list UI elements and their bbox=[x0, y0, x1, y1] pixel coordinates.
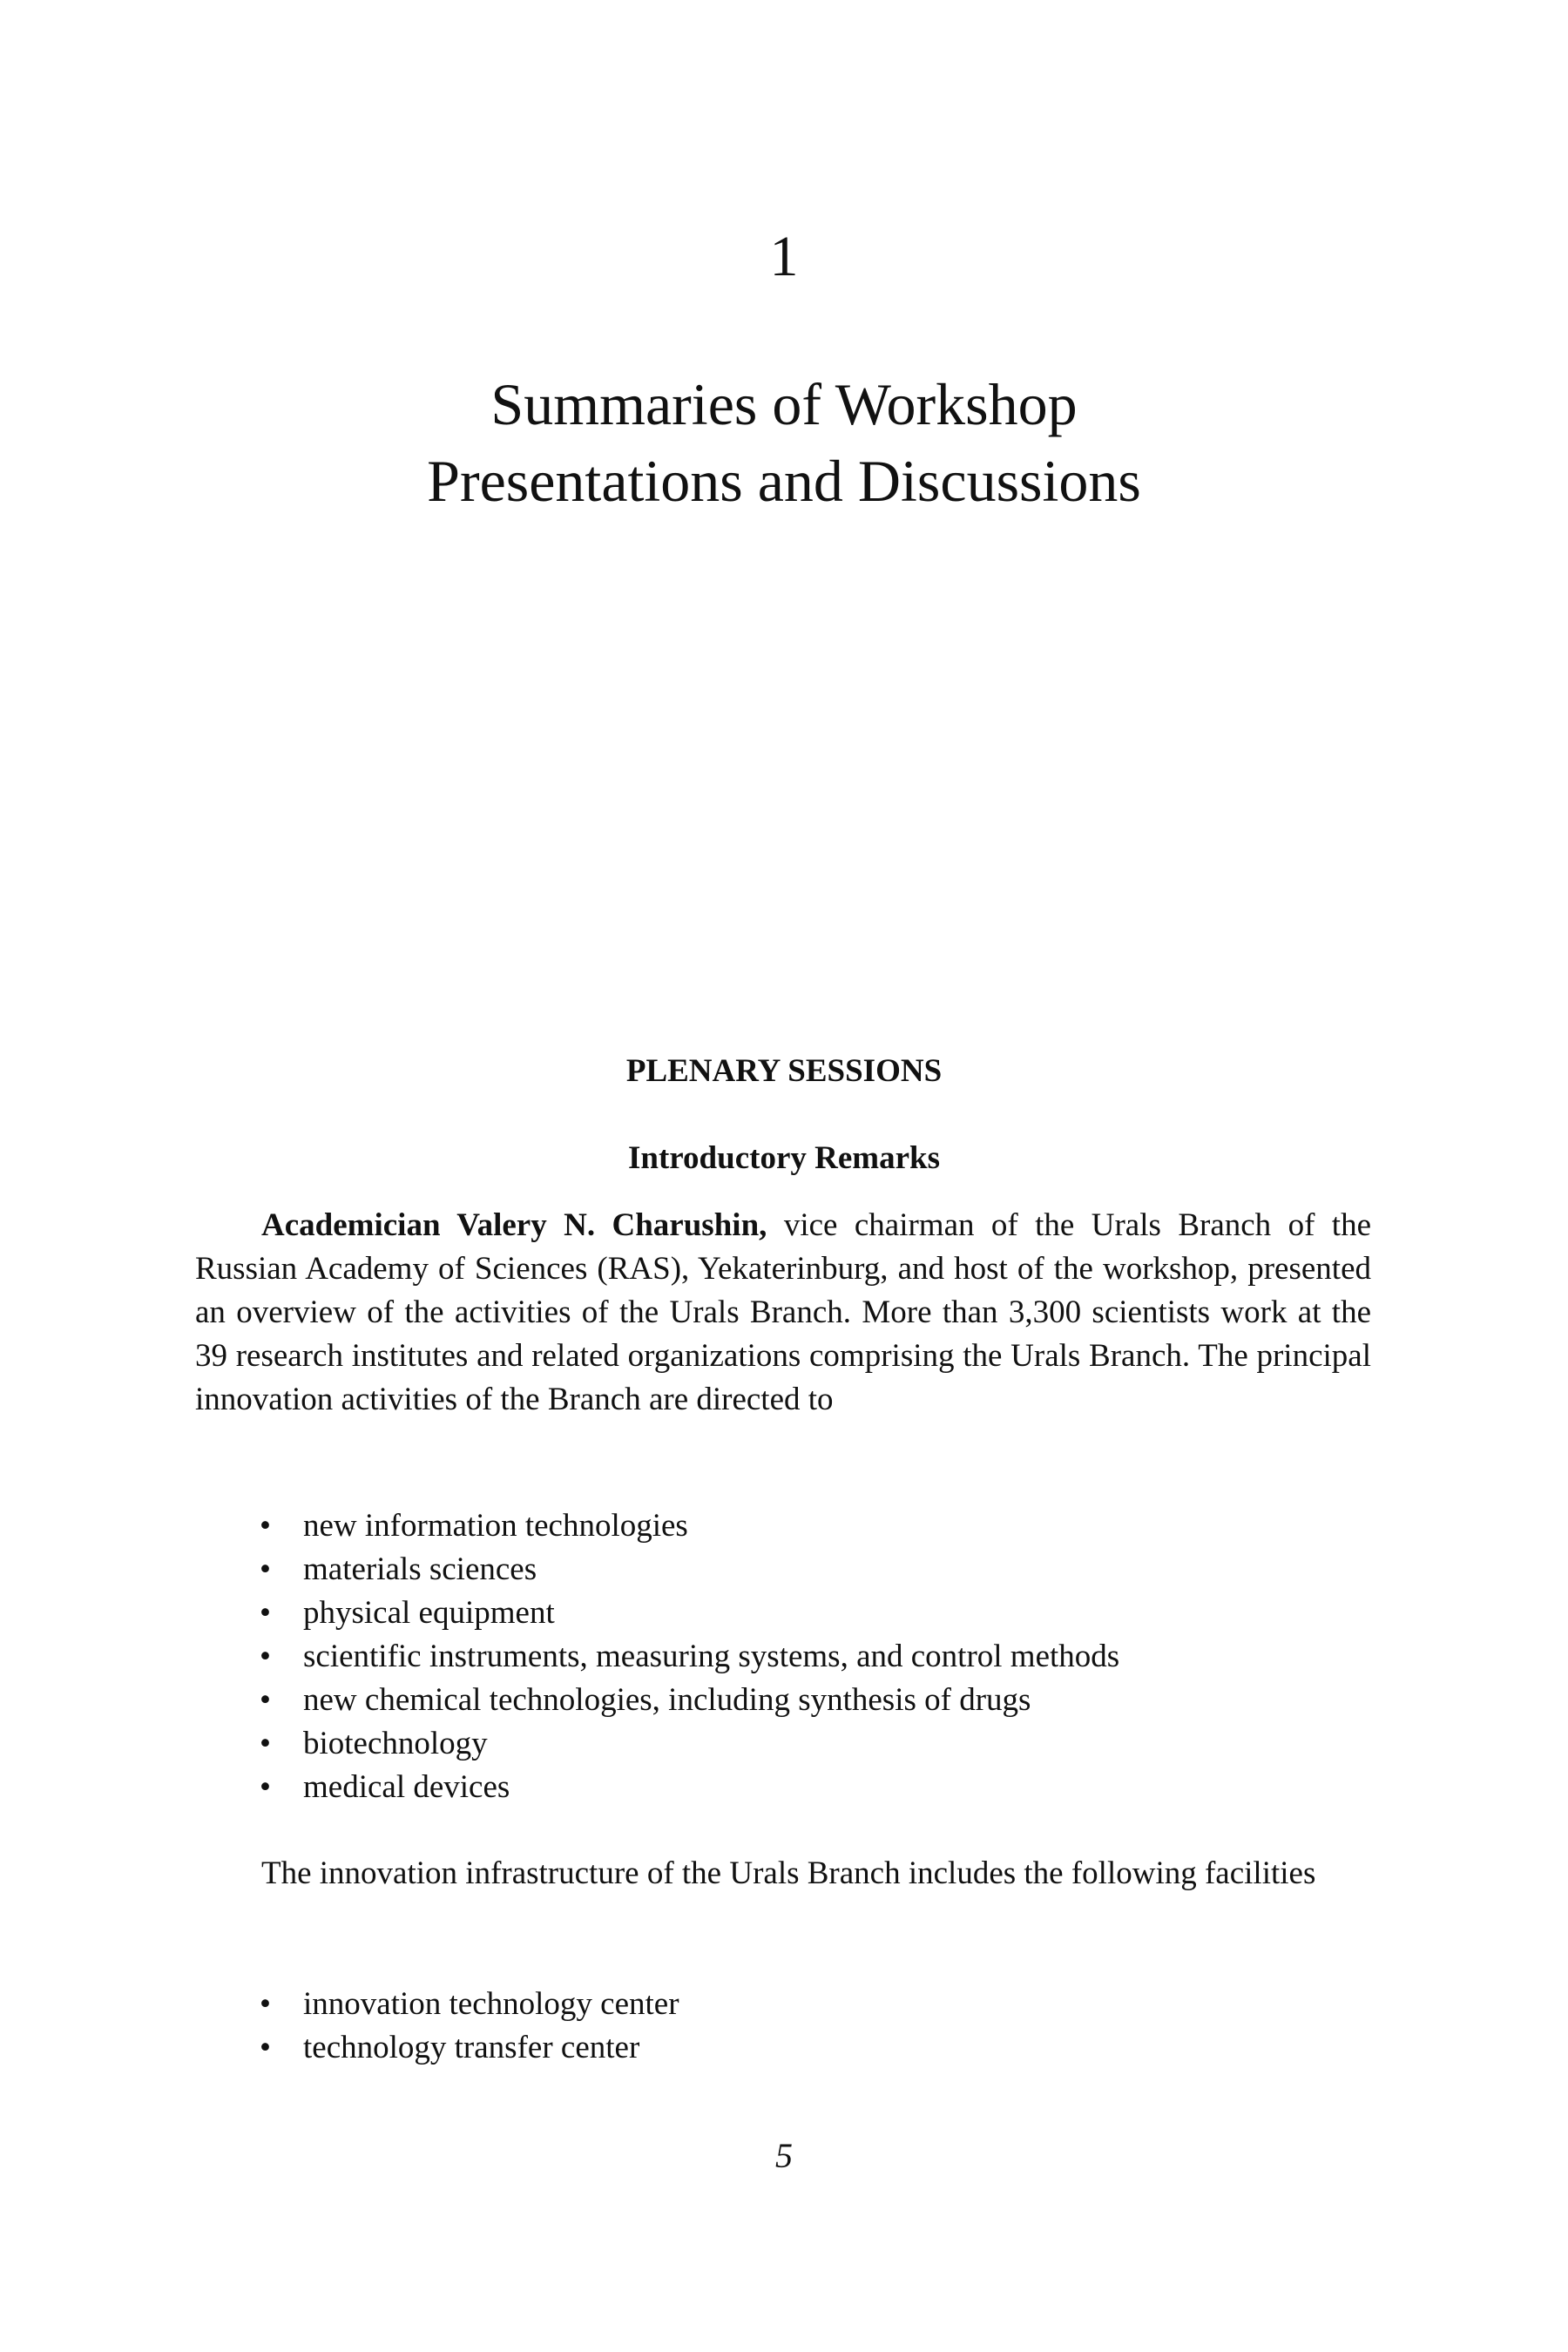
list-item bbox=[260, 1635, 1357, 1679]
page-number: 5 bbox=[775, 2136, 793, 2175]
chapter-title-line-2: Presentations and Discussions bbox=[427, 448, 1141, 514]
intro-paragraph bbox=[195, 1204, 1371, 1422]
list-item bbox=[260, 1504, 1357, 1548]
bullet-icon: • bbox=[260, 2030, 271, 2065]
bullet-icon: • bbox=[260, 1595, 271, 1631]
bullet-icon: • bbox=[260, 1639, 271, 1674]
chapter-title-line-1: Summaries of Workshop bbox=[490, 371, 1078, 437]
list-item bbox=[260, 1766, 1357, 1809]
chapter-title bbox=[0, 366, 1568, 519]
list-item-text: new information technologies bbox=[303, 1508, 688, 1544]
bullet-icon: • bbox=[260, 1769, 271, 1805]
list-item-text: innovation technology center bbox=[303, 1986, 679, 2022]
bullet-icon: • bbox=[260, 1986, 271, 2022]
list-item bbox=[260, 1722, 1357, 1766]
section-heading: PLENARY SESSIONS bbox=[625, 1053, 943, 1089]
list-item-text: medical devices bbox=[303, 1769, 510, 1805]
activities-list bbox=[260, 1504, 1357, 1809]
list-item bbox=[260, 2026, 1357, 2070]
list-item bbox=[260, 1548, 1357, 1592]
list-item bbox=[260, 1679, 1357, 1722]
speaker-name: Academician Valery N. Charushin, bbox=[261, 1207, 767, 1243]
list-item bbox=[260, 1592, 1357, 1635]
list-item-text: materials sciences bbox=[303, 1551, 537, 1587]
bullet-icon: • bbox=[260, 1551, 271, 1587]
subsection-heading: Introductory Remarks bbox=[628, 1140, 940, 1176]
bullet-icon: • bbox=[260, 1508, 271, 1544]
list-item bbox=[260, 1983, 1357, 2026]
list-item-text: technology transfer center bbox=[303, 2030, 640, 2065]
chapter-number: 1 bbox=[769, 225, 799, 288]
list-item-text: physical equipment bbox=[303, 1595, 555, 1631]
bullet-icon: • bbox=[260, 1682, 271, 1718]
list-item-text: scientific instruments, measuring systems, and control methods bbox=[303, 1639, 1120, 1674]
facilities-list bbox=[260, 1983, 1357, 2070]
bullet-icon: • bbox=[260, 1726, 271, 1761]
list-item-text: new chemical technologies, including synthesis of drugs bbox=[303, 1682, 1031, 1718]
list-item-text: biotechnology bbox=[303, 1726, 488, 1761]
intro-paragraph-text: vice chairman of the Urals Branch of the Russian Academy of Sciences (RAS), Yekaterinburg, and host of the workshop, presented an overview of the activities of the Urals Branch. More than 3,300 scientists work at the 39 research institutes and related organizations comprising the Urals Branch. The principal innovation activities of the Branch are directed to bbox=[195, 1207, 1372, 1417]
infrastructure-paragraph: The innovation infrastructure of the Urals Branch includes the following facilities bbox=[261, 1855, 1316, 1891]
